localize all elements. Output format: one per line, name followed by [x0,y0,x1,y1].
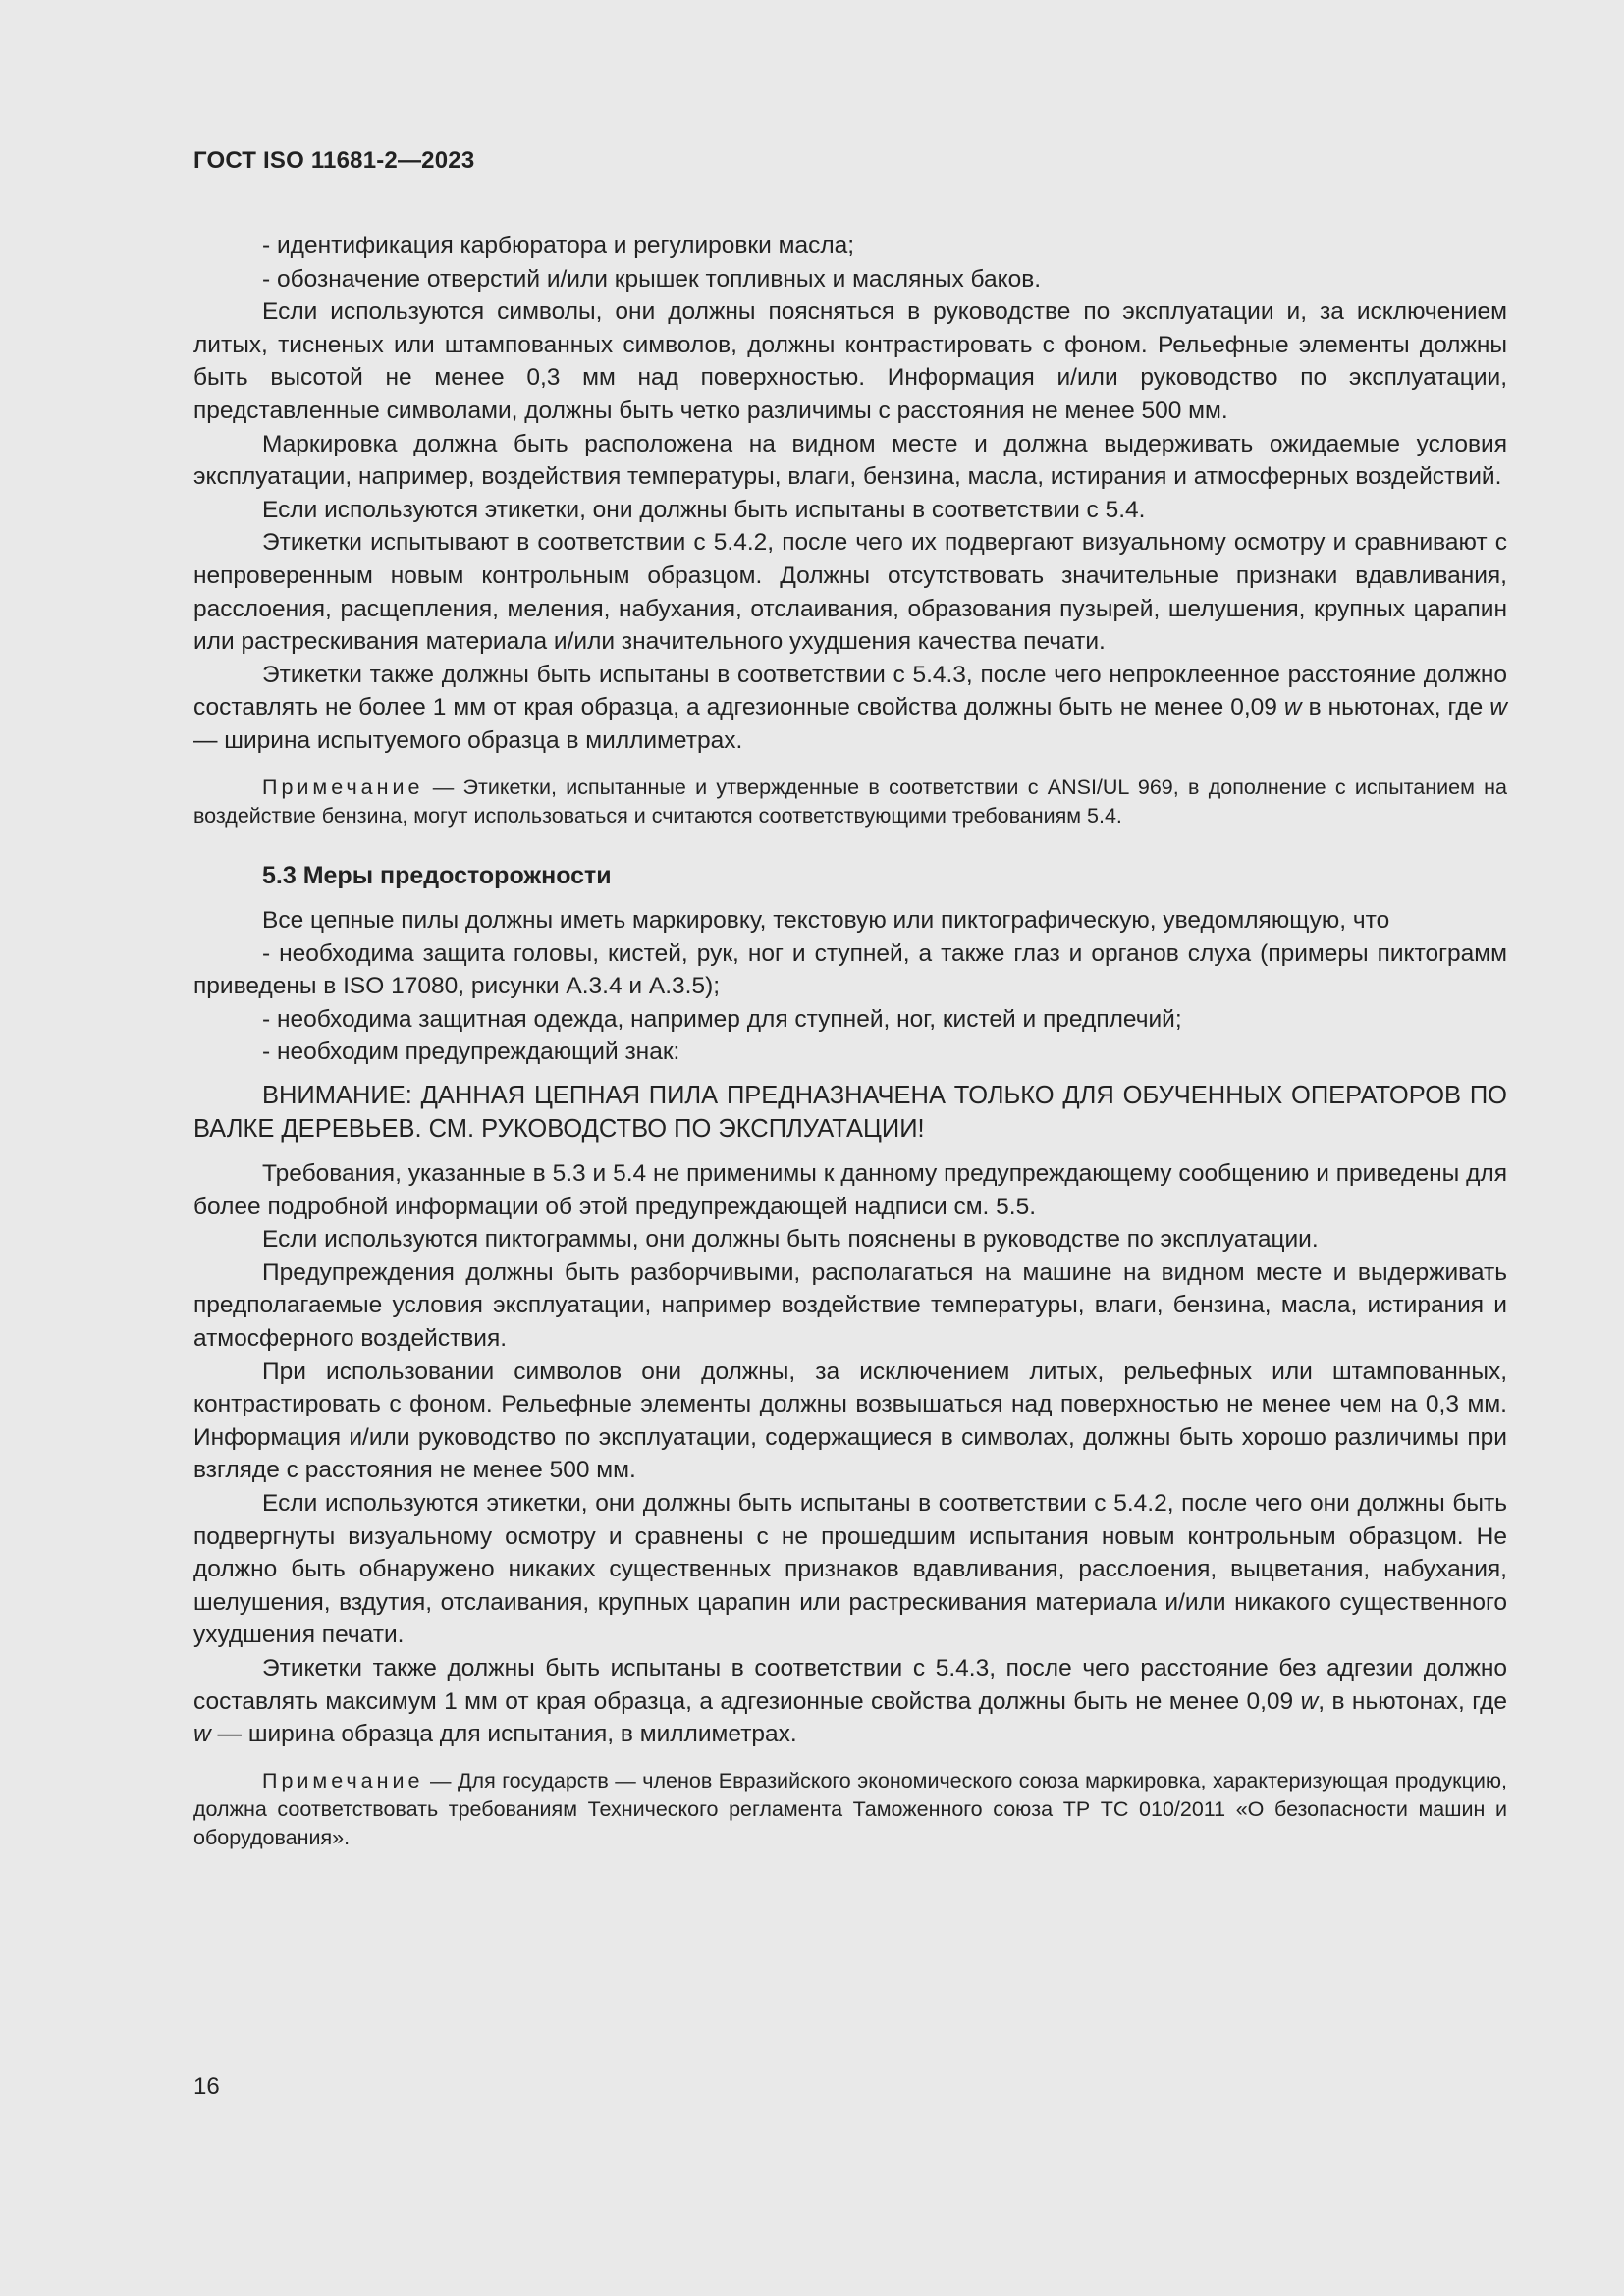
paragraph [193,1652,1507,1751]
note-text: — Этикетки, испытанные и утвержденные в соответствии с ANSI/UL 969, в дополнение с испытанием на воздействие бензина, могут использоваться и считаются соответствующими требованиям 5.4. [193,774,1507,828]
paragraph: Маркировка должна быть расположена на видном месте и должна выдерживать ожидаемые условия эксплуатации, например, воздействия температуры, влаги, бензина, масла, истирания и атмосферных воздействий. [193,430,1507,491]
note [193,774,1507,830]
list-item: - обозначение отверстий и/или крышек топливных и масляных баков. [262,265,1042,293]
paragraph-text: , в ньютонах, где [1318,1687,1508,1715]
paragraph-text: Этикетки также должны быть испытаны в соответствии с 5.4.3, после чего расстояние без адгезии должно составлять максимум 1 мм от края образца, а адгезионные свойства должны быть не менее 0,09 [193,1654,1507,1715]
list-item: - необходима защитная одежда, например для ступней, ног, кистей и предплечий; [262,1005,1182,1033]
variable-w: w [193,1721,211,1748]
list-item: - идентификация карбюратора и регулировки масла; [262,233,855,259]
paragraph: Все цепные пилы должны иметь маркировку, текстовую или пиктографическую, уведомляющую, что [262,907,1390,934]
paragraph: При использовании символов они должны, за исключением литых, рельефных или штампованных, контрастировать с фоном. Рельефные элементы должны возвышаться над поверхностью не менее чем на 0,3 мм. Информация и/или руководство по эксплуатации, содержащиеся в символах, должны быть хорошо различимы при взгляде с расстояния не менее 500 мм. [193,1358,1507,1484]
paragraph-text: в ньютонах, где [1301,694,1490,721]
paragraph-text: — ширина образца для испытания, в миллиметрах. [210,1721,797,1748]
variable-w: w [1489,694,1507,721]
list-item: - необходима защита головы, кистей, рук, ног и ступней, а также глаз и органов слуха (примеры пиктограмм приведены в ISO 17080, рисунки А.3.4 и А.3.5); [193,939,1507,1000]
note-text: — Для государств — членов Евразийского экономического союза маркировка, характеризующая продукцию, должна соответствовать требованиям Технического регламента Таможенного союза ТР ТС 010/2011 «О безопасности машин и оборудования». [193,1768,1507,1849]
paragraph-text: — ширина испытуемого образца в миллиметрах. [193,726,743,754]
list-item: - необходим предупреждающий знак: [262,1039,680,1066]
paragraph: Этикетки испытывают в соответствии с 5.4.2, после чего их подвергают визуальному осмотру и сравнивают с непроверенным новым контрольным образцом. Должны отсутствовать значительные признаки вдавливания, расслоения, расщепления, меления, набухания, отслаивания, образования пузырей, шелушения, крупных царапин или растрескивания материала и/или значительного ухудшения качества печати. [193,529,1507,656]
paragraph-text: Этикетки также должны быть испытаны в соответствии с 5.4.3, после чего непроклеенное расстояние должно составлять не более 1 мм от края образца, а адгезионные свойства должны быть не менее 0,09 [193,661,1507,721]
warning-text: ВНИМАНИЕ: ДАННАЯ ЦЕПНАЯ ПИЛА ПРЕДНАЗНАЧЕНА ТОЛЬКО ДЛЯ ОБУЧЕННЫХ ОПЕРАТОРОВ ПО ВАЛКЕ ДЕРЕВЬЕВ. СМ. РУКОВОДСТВО ПО ЭКСПЛУАТАЦИИ! [193,1082,1507,1144]
page-number: 16 [193,2073,220,2100]
paragraph: Если используются этикетки, они должны быть испытаны в соответствии с 5.4. [262,496,1146,523]
paragraph: Если используются этикетки, они должны быть испытаны в соответствии с 5.4.2, после чего они должны быть подвергнуты визуальному осмотру и сравнены с не прошедшим испытания новым контрольным образцом. Не должно быть обнаружено никаких существенных признаков вдавливания, расслоения, выцветания, набухания, шелушения, вздутия, отслаивания, крупных царапин или растрескивания материала и/или никакого существенного ухудшения печати. [193,1490,1507,1649]
note [193,1767,1507,1852]
paragraph: Если используются пиктограммы, они должны быть пояснены в руководстве по эксплуатации. [262,1226,1319,1254]
variable-w: w [1283,694,1302,721]
paragraph: Требования, указанные в 5.3 и 5.4 не применимы к данному предупреждающему сообщению и приведены для более подробной информации об этой предупреждающей надписи см. 5.5. [193,1160,1507,1220]
note-label: Примечание [262,1768,424,1792]
document-body [193,230,1507,1852]
paragraph: Если используются символы, они должны поясняться в руководстве по эксплуатации и, за исключением литых, тисненых или штампованных символов, должны контрастировать с фоном. Рельефные элементы должны быть высотой не менее 0,3 мм над поверхностью. Информация и/или руководство по эксплуатации, представленные символами, должны быть четко различимы с расстояния не менее 500 мм. [193,298,1507,424]
section-title: 5.3 Меры предосторожности [262,861,612,889]
paragraph [193,659,1507,758]
document-header: ГОСТ ISO 11681-2—2023 [193,147,475,174]
paragraph: Предупреждения должны быть разборчивыми, располагаться на машине на видном месте и выдерживать предполагаемые условия эксплуатации, например воздействие температуры, влаги, бензина, масла, истирания и атмосферного воздействия. [193,1258,1507,1353]
variable-w: w [1300,1687,1319,1715]
note-label: Примечание [262,774,424,799]
